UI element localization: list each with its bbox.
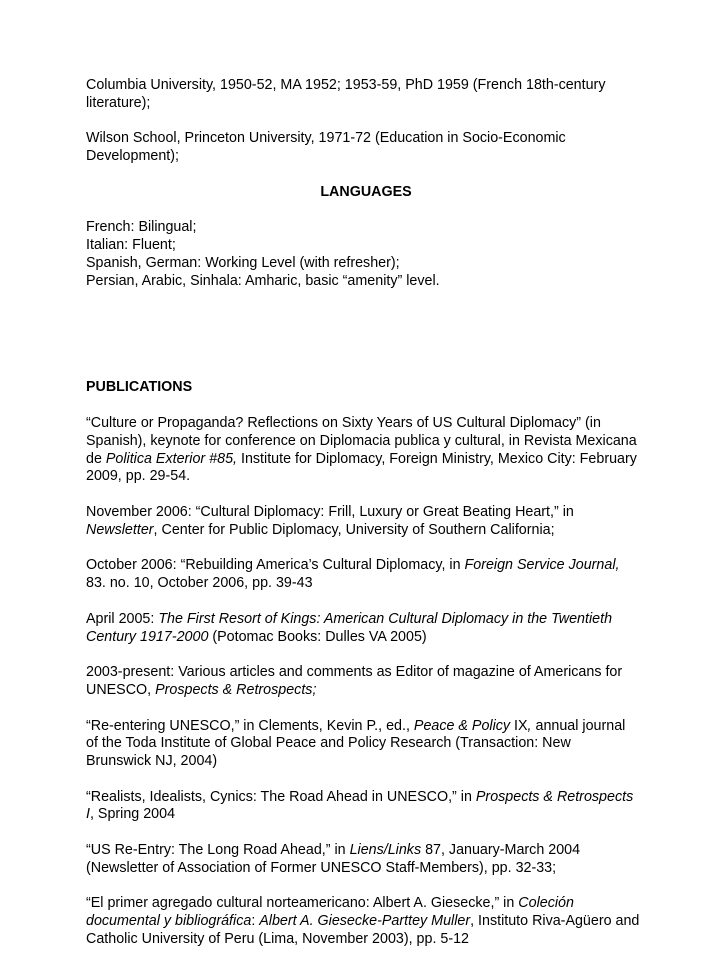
text-run: Brunswick NJ, 2004) [86, 753, 218, 770]
text-line [86, 611, 646, 629]
text-line [86, 895, 646, 913]
text-line [86, 415, 646, 433]
italic-text: Coleción [518, 895, 574, 912]
text-run: (Newsletter of Association of Former UNESCO Staff-Members), pp. 32-33; [86, 859, 557, 876]
language-item: Spanish, German: Working Level (with refresher); [86, 254, 400, 271]
text-run: “US Re-Entry: The Long Road Ahead,” in [86, 842, 350, 859]
language-item: French: Bilingual; [86, 219, 197, 236]
text-line [86, 753, 646, 771]
language-item: Italian: Fluent; [86, 237, 176, 254]
italic-text: Peace & Policy [413, 717, 511, 734]
language-item: Persian, Arabic, Sinhala: Amharic, basic “amenity” level. [86, 272, 440, 289]
italic-text: Politica Exterior #85, [105, 450, 237, 467]
text-run: “Culture or Propaganda? Reflections on Sixty Years of US Cultural Diplomacy” (in [86, 414, 601, 431]
text-line [86, 629, 646, 647]
publication-entry [86, 789, 646, 825]
italic-text: Prospects & Retrospects; [155, 681, 317, 698]
languages-heading: LANGUAGES [320, 183, 412, 200]
text-run: IX [510, 717, 528, 734]
text-run: 87, January-March 2004 [421, 842, 581, 859]
text-line [86, 806, 646, 824]
publication-entry [86, 895, 646, 948]
text-line [86, 718, 646, 736]
text-line [86, 504, 646, 522]
text-line [86, 789, 646, 807]
text-run: , Center for Public Diplomacy, University of Southern California; [153, 521, 555, 538]
section-spacer [86, 308, 646, 379]
education-entry [86, 130, 646, 166]
italic-text: Liens/Links [349, 842, 422, 859]
italic-text: Prospects & Retrospects [475, 788, 634, 805]
text-run: : [251, 913, 260, 930]
text-run: , Instituto Riva-Agüero and [470, 913, 640, 930]
text-run: 2003-present: Various articles and comments as Editor of magazine of Americans for [86, 664, 623, 681]
languages-list [86, 219, 646, 290]
italic-text: Foreign Service Journal, [464, 557, 620, 574]
text-line [86, 682, 646, 700]
text-run: de [86, 450, 106, 467]
publications-list [86, 415, 646, 949]
text-run: (Potomac Books: Dulles VA 2005) [208, 628, 427, 645]
text-run: of the Toda Institute of Global Peace and Policy Research (Transaction: New [86, 735, 571, 752]
text-line [86, 735, 646, 753]
text-line [86, 575, 646, 593]
italic-text: , [527, 717, 532, 734]
text-line [86, 433, 646, 451]
publication-entry [86, 611, 646, 647]
publication-entry [86, 718, 646, 771]
text-run: April 2005: [86, 610, 159, 627]
text-run: “El primer agregado cultural norteamericano: Albert A. Giesecke,” in [86, 895, 519, 912]
text-line: literature); [86, 94, 151, 111]
text-line [86, 842, 646, 860]
education-entry [86, 77, 646, 113]
text-line [86, 522, 646, 540]
publication-entry [86, 842, 646, 878]
text-run: “Re-entering UNESCO,” in Clements, Kevin P., ed., [86, 717, 414, 734]
text-line: Wilson School, Princeton University, 1971-72 (Education in Socio-Economic [86, 130, 566, 147]
text-run: October 2006: “Rebuilding America’s Cultural Diplomacy, in [86, 557, 465, 574]
publication-entry [86, 415, 646, 486]
text-run: Spanish), keynote for conference on Diplomacia publica y cultural, in Revista Mexicana [86, 432, 637, 449]
italic-text: The First Resort of Kings: American Cultural Diplomacy in the Twentieth [158, 610, 613, 627]
italic-text: Albert A. Giesecke-Parttey Muller [259, 913, 471, 930]
text-run: Catholic University of Peru (Lima, November 2003), pp. 5-12 [86, 931, 470, 948]
education-section [86, 77, 646, 166]
italic-text: I [86, 806, 90, 823]
text-run: 83. no. 10, October 2006, pp. 39-43 [86, 575, 313, 592]
text-line [86, 931, 646, 949]
document-body [86, 77, 646, 967]
publication-entry [86, 664, 646, 700]
text-line [86, 860, 646, 878]
publications-heading: PUBLICATIONS [86, 379, 193, 396]
text-line [86, 664, 646, 682]
text-run: 2009, pp. 29-54. [86, 468, 191, 485]
publications-section [86, 379, 646, 949]
italic-text: documental y bibliográfica [86, 913, 252, 930]
italic-text: Newsletter [86, 521, 154, 538]
text-run: annual journal [531, 717, 626, 734]
text-run: “Realists, Idealists, Cynics: The Road Ahead in UNESCO,” in [86, 788, 476, 805]
text-run: November 2006: “Cultural Diplomacy: Frill, Luxury or Great Beating Heart,” in [86, 503, 574, 520]
languages-section [86, 184, 646, 291]
text-run: UNESCO, [86, 681, 156, 698]
text-line [86, 468, 646, 486]
text-run: Institute for Diplomacy, Foreign Ministry, Mexico City: February [237, 450, 637, 467]
publication-entry [86, 557, 646, 593]
text-line [86, 913, 646, 931]
italic-text: Century 1917-2000 [86, 628, 209, 645]
text-line: Columbia University, 1950-52, MA 1952; 1953-59, PhD 1959 (French 18th-century [86, 77, 606, 93]
text-line [86, 451, 646, 469]
publication-entry [86, 504, 646, 540]
text-line: Development); [86, 148, 179, 165]
text-run: , Spring 2004 [89, 806, 176, 823]
text-line [86, 557, 646, 575]
